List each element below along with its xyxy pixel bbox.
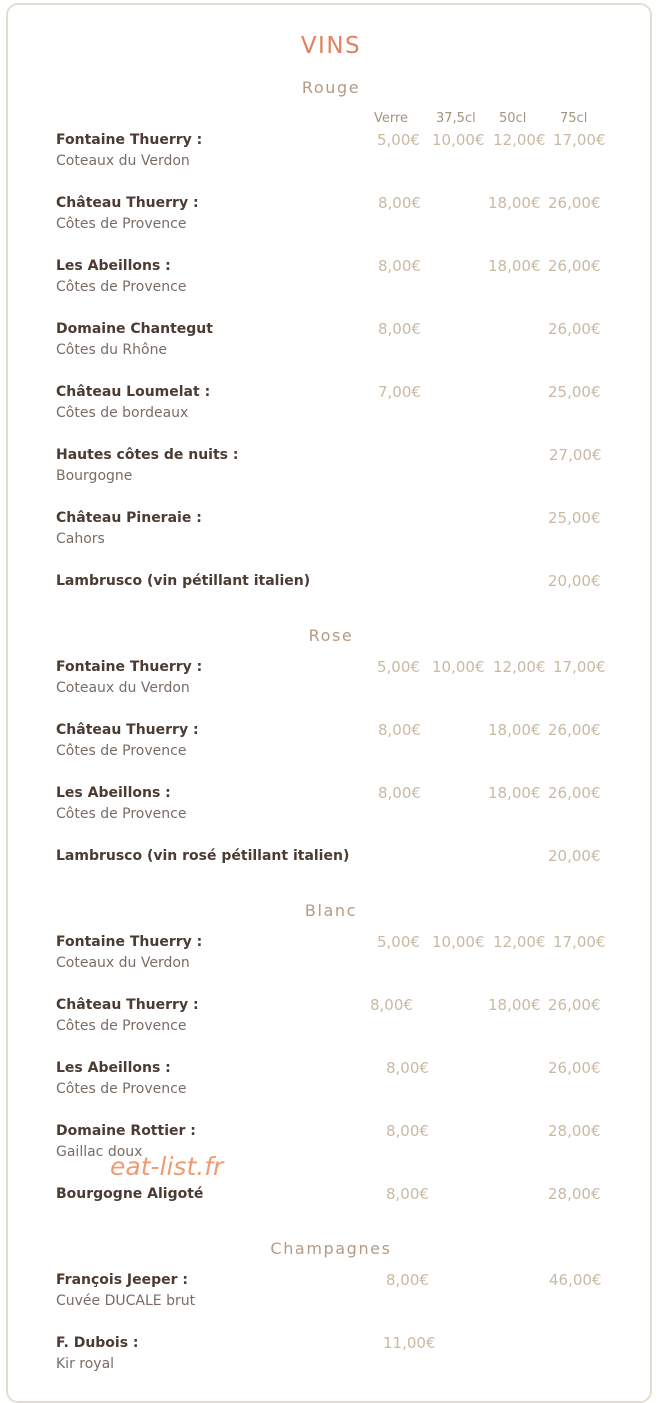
wine-name: Château Pineraie : <box>56 510 202 526</box>
wine-name: François Jeeper : <box>56 1272 189 1288</box>
price-75cl: 28,00€ <box>548 1185 601 1203</box>
section-champagnes: Champagnes <box>270 1239 392 1258</box>
wine-origin: Bourgogne <box>56 468 133 484</box>
price-50cl: 18,00€ <box>488 721 541 739</box>
price-verre: 7,00€ <box>378 383 421 401</box>
price-75cl: 26,00€ <box>548 996 601 1014</box>
wine-origin: Coteaux du Verdon <box>56 153 190 169</box>
price-75cl: 26,00€ <box>548 194 601 212</box>
price-50cl: 18,00€ <box>488 257 541 275</box>
price-75cl: 26,00€ <box>548 1059 601 1077</box>
price-50cl: 18,00€ <box>488 194 541 212</box>
price-75cl: 26,00€ <box>548 257 601 275</box>
wine-name: Les Abeillons : <box>56 258 171 274</box>
price-verre: 8,00€ <box>378 257 421 275</box>
price-75cl: 28,00€ <box>548 1122 601 1140</box>
price-verre: 11,00€ <box>383 1334 436 1352</box>
price-verre: 8,00€ <box>386 1185 429 1203</box>
price-37cl: 10,00€ <box>432 131 485 149</box>
price-50cl: 18,00€ <box>488 996 541 1014</box>
price-75cl: 20,00€ <box>548 847 601 865</box>
column-header-50cl: 50cl <box>499 111 527 126</box>
column-header-37cl: 37,5cl <box>436 111 476 126</box>
section-rouge: Rouge <box>301 78 361 97</box>
wine-name: Domaine Rottier : <box>56 1123 196 1139</box>
wine-name: Château Thuerry : <box>56 997 199 1013</box>
price-50cl: 12,00€ <box>493 658 546 676</box>
wine-name: F. Dubois : <box>56 1335 139 1351</box>
wine-origin: Kir royal <box>56 1356 115 1372</box>
column-header-75cl: 75cl <box>560 111 588 126</box>
wine-origin: Côtes de Provence <box>56 806 187 822</box>
wine-name: Château Loumelat : <box>56 384 211 400</box>
column-header-verre: Verre <box>374 111 409 126</box>
wine-origin: Gaillac doux <box>56 1144 143 1160</box>
wine-name: Fontaine Thuerry : <box>56 659 203 675</box>
wine-name: Lambrusco (vin pétillant italien) <box>56 573 311 589</box>
price-75cl: 20,00€ <box>548 572 601 590</box>
price-verre: 8,00€ <box>378 194 421 212</box>
price-75cl: 17,00€ <box>553 658 606 676</box>
price-37cl: 10,00€ <box>432 933 485 951</box>
price-75cl: 26,00€ <box>548 784 601 802</box>
price-verre: 8,00€ <box>378 320 421 338</box>
wine-origin: Côtes de bordeaux <box>56 405 189 421</box>
price-verre: 8,00€ <box>378 784 421 802</box>
wine-origin: Cuvée DUCALE brut <box>56 1293 196 1309</box>
price-75cl: 46,00€ <box>549 1271 602 1289</box>
wine-name: Hautes côtes de nuits : <box>56 447 239 463</box>
price-50cl: 12,00€ <box>493 933 546 951</box>
wine-name: Fontaine Thuerry : <box>56 132 203 148</box>
price-75cl: 17,00€ <box>553 131 606 149</box>
price-75cl: 25,00€ <box>548 509 601 527</box>
price-75cl: 26,00€ <box>548 320 601 338</box>
section-rose: Rose <box>308 626 354 645</box>
wine-name: Les Abeillons : <box>56 785 171 801</box>
wine-origin: Côtes de Provence <box>56 1081 187 1097</box>
wine-name: Lambrusco (vin rosé pétillant italien) <box>56 848 350 864</box>
price-75cl: 25,00€ <box>548 383 601 401</box>
price-verre: 5,00€ <box>377 131 420 149</box>
price-37cl: 10,00€ <box>432 658 485 676</box>
wine-name: Fontaine Thuerry : <box>56 934 203 950</box>
wine-origin: Côtes de Provence <box>56 279 187 295</box>
wine-origin: Coteaux du Verdon <box>56 955 190 971</box>
price-50cl: 18,00€ <box>488 784 541 802</box>
watermark-logo: eat-list.fr <box>110 1152 224 1181</box>
price-verre: 8,00€ <box>370 996 413 1014</box>
price-verre: 5,00€ <box>377 658 420 676</box>
section-blanc: Blanc <box>304 901 358 920</box>
wine-name: Bourgogne Aligoté <box>56 1186 204 1202</box>
price-50cl: 12,00€ <box>493 131 546 149</box>
wine-origin: Côtes de Provence <box>56 216 187 232</box>
price-75cl: 17,00€ <box>553 933 606 951</box>
page-title: VINS <box>300 33 362 59</box>
wine-name: Domaine Chantegut <box>56 321 213 337</box>
wine-origin: Coteaux du Verdon <box>56 680 190 696</box>
price-verre: 8,00€ <box>386 1059 429 1077</box>
wine-origin: Côtes du Rhône <box>56 342 168 358</box>
price-75cl: 27,00€ <box>549 446 602 464</box>
price-verre: 8,00€ <box>386 1122 429 1140</box>
wine-origin: Côtes de Provence <box>56 743 187 759</box>
price-verre: 8,00€ <box>386 1271 429 1289</box>
wine-name: Château Thuerry : <box>56 722 199 738</box>
price-75cl: 26,00€ <box>548 721 601 739</box>
wine-name: Les Abeillons : <box>56 1060 171 1076</box>
price-verre: 8,00€ <box>378 721 421 739</box>
wine-name: Château Thuerry : <box>56 195 199 211</box>
wine-origin: Cahors <box>56 531 105 547</box>
wine-origin: Côtes de Provence <box>56 1018 187 1034</box>
price-verre: 5,00€ <box>377 933 420 951</box>
